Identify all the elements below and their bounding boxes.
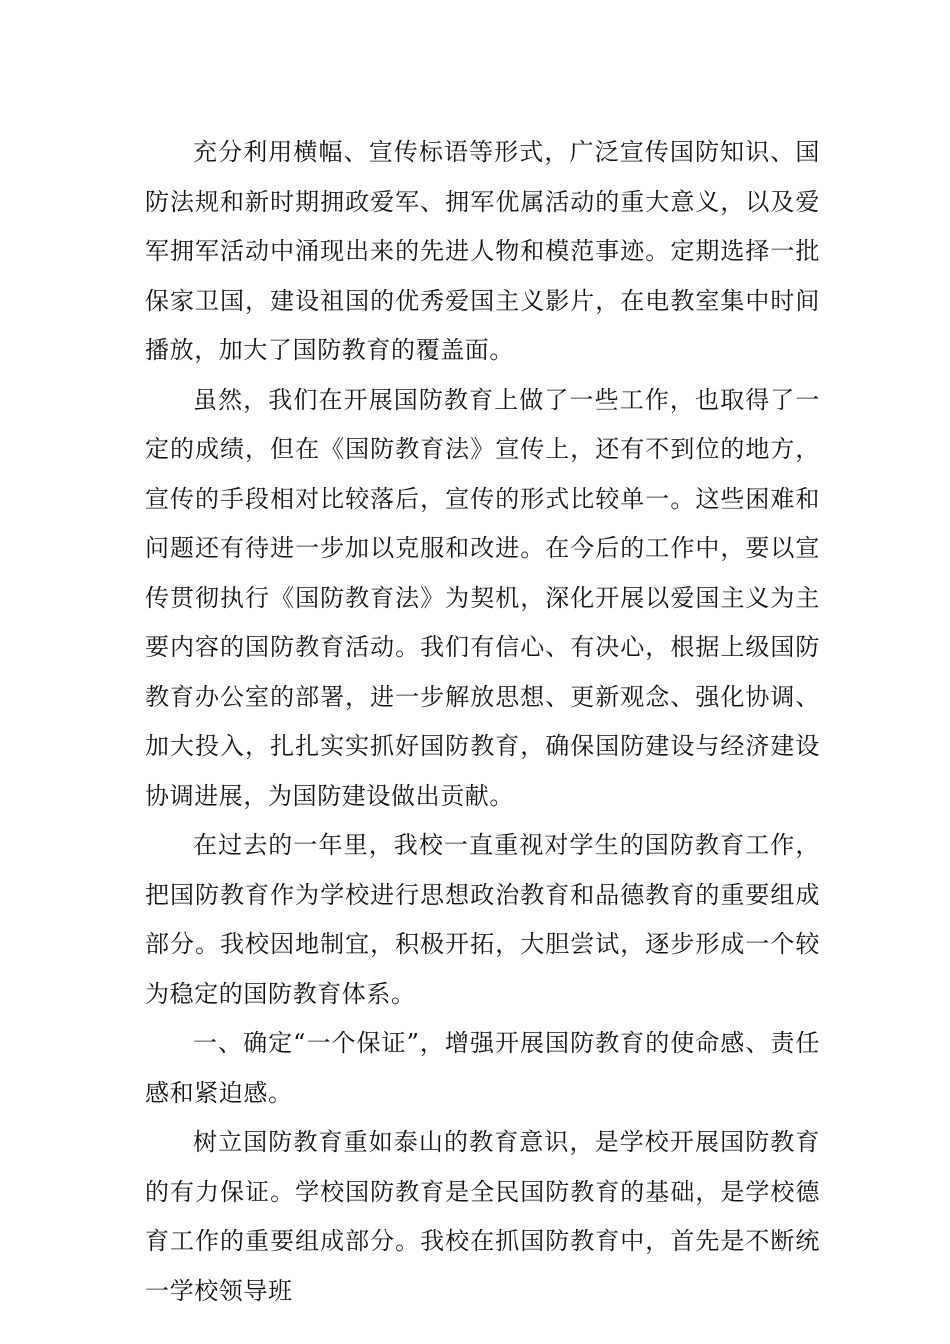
section-heading-one-guarantee: 一、确定“一个保证”，增强开展国防教育的使命感、责任感和紧迫感。 (145, 1029, 820, 1107)
paragraph-awareness: 树立国防教育重如泰山的教育意识，是学校开展国防教育的有力保证。学校国防教育是全民国防教育的基础，是学校德育工作的重要组成部分。我校在抓国防教育中，首先是不断统一学校领导班 (145, 1128, 820, 1305)
paragraph-publicity: 充分利用横幅、宣传标语等形式，广泛宣传国防知识、国防法规和新时期拥政爱军、拥军优属活动的重大意义，以及爱军拥军活动中涌现出来的先进人物和模范事迹。定期选择一批保家卫国，建设祖国的优秀爱国主义影片，在电教室集中时间播放，加大了国防教育的覆盖面。 (145, 138, 820, 364)
paragraph-shortcomings: 虽然，我们在开展国防教育上做了一些工作，也取得了一定的成绩，但在《国防教育法》宣传上，还有不到位的地方，宣传的手段相对比较落后，宣传的形式比较单一。这些困难和问题还有待进一步加以克服和改进。在今后的工作中，要以宣传贯彻执行《国防教育法》为契机，深化开展以爱国主义为主要内容的国防教育活动。我们有信心、有决心，根据上级国防教育办公室的部署，进一步解放思想、更新观念、强化协调、加大投入，扎扎实实抓好国防教育，确保国防建设与经济建设协调进展，为国防建设做出贡献。 (145, 385, 820, 810)
paragraph-past-year: 在过去的一年里，我校一直重视对学生的国防教育工作，把国防教育作为学校进行思想政治教育和品德教育的重要组成部分。我校因地制宜，积极开拓，大胆尝试，逐步形成一个较为稳定的国防教育体系。 (145, 831, 820, 1008)
document-body (145, 128, 820, 1316)
